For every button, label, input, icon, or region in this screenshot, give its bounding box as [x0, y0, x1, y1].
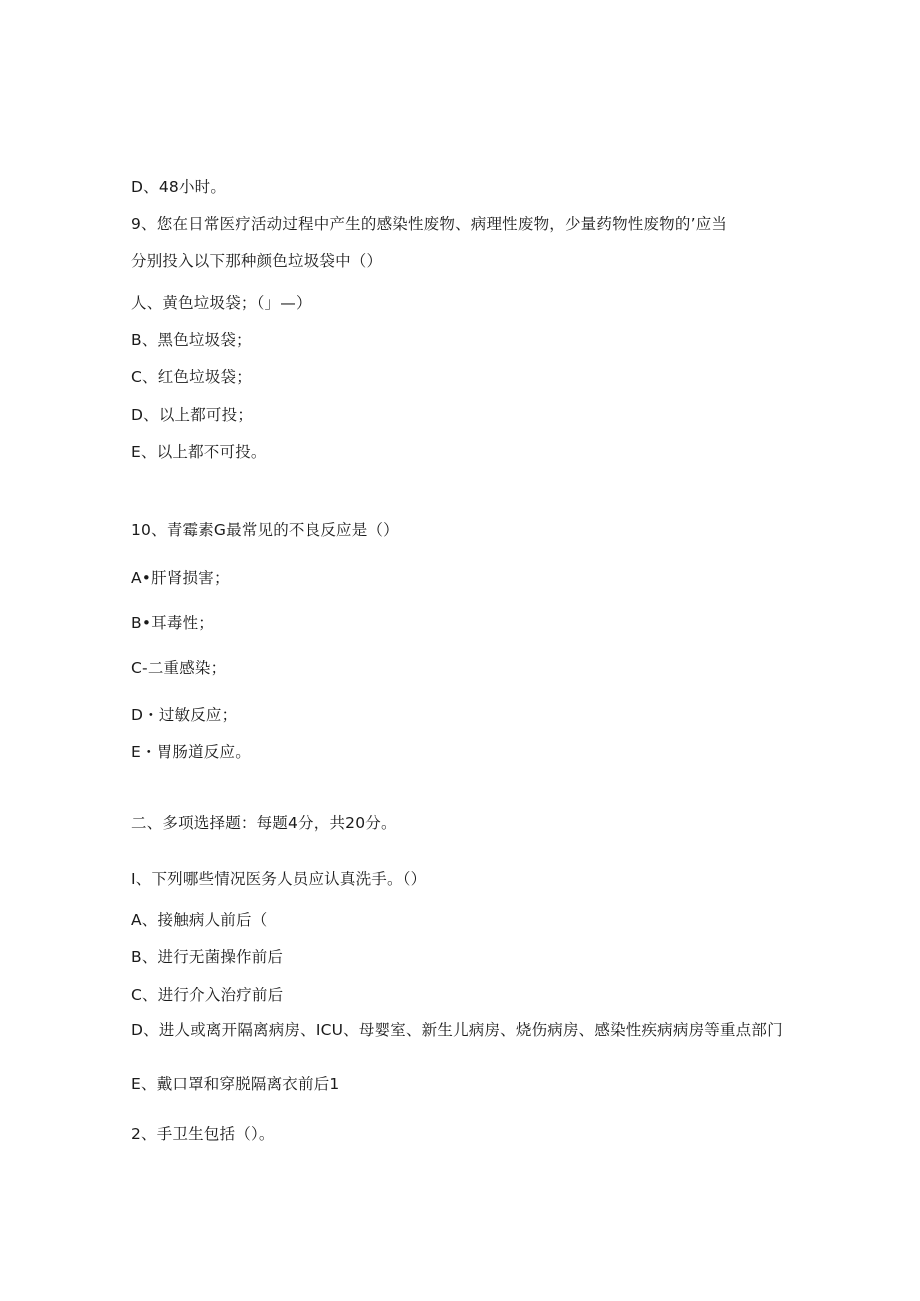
question-9-option-c: C、红色垃圾袋； — [131, 368, 252, 386]
question-9-option-d: D、以上都可投； — [131, 406, 254, 424]
question-9-option-a: 人、黄色垃圾袋；（」—） — [131, 294, 312, 312]
section-2-heading: 二、多项选择题：每题4分，共20分。 — [131, 814, 397, 832]
multi-question-1-option-a: A、接触病人前后（ — [131, 911, 268, 929]
question-9-option-e: E、以上都不可投。 — [131, 443, 267, 461]
question-9-stem-line-1: 9、您在日常医疗活动过程中产生的感染性废物、病理性废物，少量药物性废物的’应当 — [131, 215, 728, 233]
question-8-option-d: D、48小时。 — [131, 178, 227, 196]
question-10-option-a: A•肝肾损害； — [131, 569, 230, 587]
question-9-stem-line-2: 分别投入以下那种颜色垃圾袋中（） — [131, 252, 383, 270]
question-10-option-c: C-二重感染； — [131, 659, 227, 677]
multi-question-1-option-c: C、进行介入治疗前后 — [131, 986, 284, 1004]
question-10-option-e: E・胃肠道反应。 — [131, 743, 251, 761]
multi-question-2-stem: 2、手卫生包括（）。 — [131, 1125, 275, 1143]
question-9-option-b: B、黑色垃圾袋； — [131, 331, 252, 349]
question-10-option-d: D・过敏反应； — [131, 706, 238, 724]
question-10-option-b: B•耳毒性； — [131, 614, 214, 632]
multi-question-1-option-d: D、进人或离开隔离病房、ICU、母婴室、新生儿病房、烧伤病房、感染性疾病病房等重点部门 — [131, 1021, 783, 1039]
multi-question-1-option-e: E、戴口罩和穿脱隔离衣前后1 — [131, 1075, 340, 1093]
question-10-stem: 10、青霉素G最常见的不良反应是（） — [131, 521, 399, 539]
multi-question-1-option-b: B、进行无菌操作前后 — [131, 948, 284, 966]
multi-question-1-stem: I、下列哪些情况医务人员应认真洗手。（） — [131, 870, 427, 888]
